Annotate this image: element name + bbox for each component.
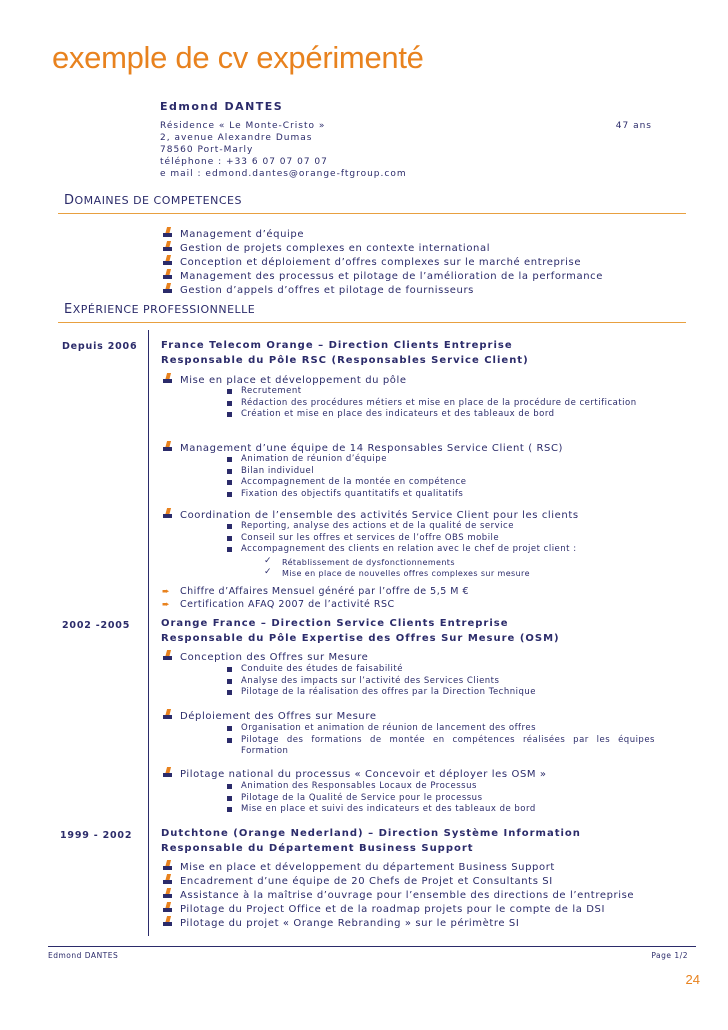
item-text: Conduite des études de faisabilité — [241, 664, 403, 674]
job-item — [162, 508, 579, 521]
item-text: Chiffre d’Affaires Mensuel généré par l’offre de 5,5 M € — [180, 586, 470, 597]
item-text: Management d’une équipe de 14 Responsables Service Client ( RSC) — [180, 443, 564, 454]
sub-item — [227, 398, 655, 410]
square-bullet-icon — [227, 784, 232, 789]
item-text: Pilotage de la réalisation des offres par la Direction Technique — [241, 687, 537, 697]
square-bullet-icon — [227, 389, 232, 394]
domaines-list — [162, 227, 603, 297]
item-text: Mise en place de nouvelles offres complexes sur mesure — [282, 569, 530, 578]
item-text: Encadrement d’une équipe de 20 Chefs de Projet et Consultants SI — [180, 876, 553, 887]
sub-item — [227, 454, 466, 466]
job-role: Responsable du Pôle Expertise des Offres Sur Mesure (OSM) — [161, 633, 560, 644]
pen-bullet-icon — [162, 508, 174, 519]
list-item — [162, 888, 634, 902]
phone-line: téléphone : +33 6 07 07 07 07 — [160, 157, 328, 167]
job-company: Orange France – Direction Service Clients Entreprise — [161, 618, 509, 629]
item-text: Coordination de l’ensemble des activités Service Client pour les clients — [180, 510, 579, 521]
sub-list — [227, 386, 655, 421]
footer-name: Edmond DANTES — [48, 951, 119, 960]
square-bullet-icon — [227, 492, 232, 497]
job-period: Depuis 2006 — [62, 341, 138, 352]
item-text: Rétablissement de dysfonctionnements — [282, 558, 455, 567]
item-text: Conseil sur les offres et services de l’offre OBS mobile — [241, 532, 500, 543]
job-period: 1999 - 2002 — [60, 830, 133, 841]
sub-list — [227, 664, 536, 699]
square-bullet-icon — [227, 690, 232, 695]
square-bullet-icon — [227, 536, 232, 541]
item-text: Pilotage du Project Office et de la roadmap projets pour le compte de la DSI — [180, 904, 606, 915]
sub-item — [227, 409, 655, 421]
sub-item — [227, 544, 577, 556]
job-item — [162, 767, 547, 780]
job-company: France Telecom Orange – Direction Clients Entreprise — [161, 340, 513, 351]
item-text: Accompagnement de la montée en compétence — [241, 477, 467, 487]
item-text: Certification AFAQ 2007 de l’activité RSC — [180, 598, 395, 610]
pen-bullet-icon — [162, 650, 174, 661]
square-bullet-icon — [227, 679, 232, 684]
square-bullet-icon — [227, 667, 232, 672]
slide-number: 24 — [685, 972, 700, 987]
job-item — [162, 709, 377, 722]
pen-bullet-icon — [162, 441, 174, 452]
sub-list — [227, 521, 577, 556]
sub-item — [227, 533, 577, 545]
sub-item — [227, 735, 655, 758]
sub-item — [227, 477, 466, 489]
header-block — [160, 100, 660, 180]
item-text: Reporting, analyse des actions et de la qualité de service — [241, 521, 514, 531]
pen-bullet-icon — [162, 241, 174, 252]
item-text: Recrutement — [241, 386, 302, 396]
check-list — [264, 557, 530, 579]
item-text: Mise en place et développement du pôle — [180, 375, 407, 386]
sub-list — [227, 454, 466, 500]
job-role: Responsable du Pôle RSC (Responsables Service Client) — [161, 355, 529, 366]
pen-bullet-icon — [162, 709, 174, 720]
pen-bullet-icon — [162, 227, 174, 238]
address-line: 78560 Port-Marly — [160, 145, 254, 155]
pen-bullet-icon — [162, 888, 174, 899]
item-text: Management d’équipe — [180, 229, 305, 240]
item-text: Pilotage des formations de montée en compétences réalisées par les équipes Formation — [241, 734, 655, 756]
arrow-item — [162, 599, 469, 612]
slide-title: exemple de cv expérimenté — [52, 40, 424, 75]
footer-page: Page 1/2 — [651, 951, 688, 960]
item-text: Gestion de projets complexes en contexte international — [180, 243, 491, 254]
item-text: Conception et déploiement d’offres complexes sur le marché entreprise — [180, 257, 582, 268]
pen-bullet-icon — [162, 860, 174, 871]
list-item — [162, 241, 603, 255]
footer-rule — [48, 946, 696, 947]
section-rule — [58, 322, 686, 323]
pen-bullet-icon — [162, 916, 174, 927]
list-item — [162, 874, 634, 888]
item-text: Accompagnement des clients en relation avec le chef de projet client : — [241, 544, 577, 554]
address-line: 2, avenue Alexandre Dumas — [160, 133, 313, 143]
sub-item — [227, 676, 536, 688]
sub-item — [227, 466, 466, 478]
item-text: Pilotage de la Qualité de Service pour le processus — [241, 792, 483, 803]
sub-item — [227, 489, 466, 501]
sub-item — [227, 781, 536, 793]
section-initial: D — [64, 193, 75, 208]
square-bullet-icon — [227, 796, 232, 801]
sub-item — [227, 386, 655, 398]
checkmark-icon: ✓ — [264, 556, 272, 566]
timeline-divider — [148, 330, 149, 936]
item-text: Mise en place et suivi des indicateurs et des tableaux de bord — [241, 804, 536, 814]
square-bullet-icon — [227, 480, 232, 485]
sub-list — [227, 781, 536, 816]
job-item — [162, 441, 563, 454]
sub-item — [227, 793, 536, 805]
sub-item — [227, 804, 536, 816]
sub-item — [227, 664, 536, 676]
square-bullet-icon — [227, 469, 232, 474]
list-item — [162, 902, 634, 916]
item-text: Fixation des objectifs quantitatifs et qualitatifs — [241, 488, 464, 499]
item-text: Organisation et animation de réunion de lancement des offres — [241, 723, 537, 733]
checkmark-icon: ✓ — [264, 567, 272, 577]
item-text: Gestion d’appels d’offres et pilotage de fournisseurs — [180, 285, 474, 296]
square-bullet-icon — [227, 457, 232, 462]
job-period: 2002 -2005 — [62, 620, 131, 631]
age: 47 ans — [615, 121, 652, 131]
list-item — [162, 227, 603, 241]
item-text: Conception des Offres sur Mesure — [180, 652, 369, 663]
item-text: Analyse des impacts sur l’activité des Services Clients — [241, 675, 500, 686]
item-text: Création et mise en place des indicateurs et des tableaux de bord — [241, 409, 555, 419]
arrow-item — [162, 586, 469, 599]
job-item — [162, 650, 368, 663]
sub-list — [227, 723, 655, 758]
pen-bullet-icon — [162, 255, 174, 266]
section-rest: OMAINES DE COMPETENCES — [74, 194, 242, 207]
item-text: Animation de réunion d’équipe — [241, 454, 387, 464]
section-title-experience — [64, 302, 255, 317]
pen-bullet-icon — [162, 373, 174, 384]
job-role: Responsable du Département Business Support — [161, 843, 474, 854]
item-text: Rédaction des procédures métiers et mise en place de la procédure de certification — [241, 397, 637, 408]
item-text: Pilotage national du processus « Concevoir et déployer les OSM » — [180, 769, 547, 780]
pen-bullet-icon — [162, 767, 174, 778]
check-item — [264, 557, 530, 568]
check-item — [264, 568, 530, 579]
list-item — [162, 255, 603, 269]
email-line: e mail : edmond.dantes@orange-ftgroup.com — [160, 169, 407, 179]
list-item — [162, 860, 634, 874]
item-text: Déploiement des Offres sur Mesure — [180, 711, 377, 722]
list-item — [162, 916, 634, 930]
item-text: Bilan individuel — [241, 465, 315, 476]
item-text: Animation des Responsables Locaux de Processus — [241, 781, 477, 791]
section-initial: E — [64, 302, 73, 317]
section-rule — [58, 213, 686, 214]
square-bullet-icon — [227, 807, 232, 812]
sub-item — [227, 687, 536, 699]
address-line: Résidence « Le Monte-Cristo » — [160, 121, 326, 131]
pen-bullet-icon — [162, 902, 174, 913]
item-text: Mise en place et développement du département Business Support — [180, 862, 555, 873]
item-text: Assistance à la maîtrise d’ouvrage pour l’ensemble des directions de l’entreprise — [180, 890, 635, 901]
square-bullet-icon — [227, 547, 232, 552]
section-title-domaines — [64, 193, 242, 208]
pen-bullet-icon — [162, 874, 174, 885]
pen-bullet-icon — [162, 283, 174, 294]
square-bullet-icon — [227, 524, 232, 529]
arrow-bullet-icon: ➨ — [162, 599, 171, 610]
pen-bullet-icon — [162, 269, 174, 280]
job-item — [162, 373, 407, 386]
sub-item — [227, 723, 655, 735]
section-rest: XPÉRIENCE PROFESSIONNELLE — [72, 303, 256, 316]
list-item — [162, 269, 603, 283]
candidate-name: Edmond DANTES — [160, 100, 284, 113]
square-bullet-icon — [227, 726, 232, 731]
square-bullet-icon — [227, 738, 232, 743]
arrow-list — [162, 586, 469, 611]
item-text: Pilotage du projet « Orange Rebranding » sur le périmètre SI — [180, 918, 520, 929]
list-item — [162, 283, 603, 297]
square-bullet-icon — [227, 412, 232, 417]
job-company: Dutchtone (Orange Nederland) – Direction Système Information — [161, 828, 581, 839]
square-bullet-icon — [227, 401, 232, 406]
sub-item — [227, 521, 577, 533]
item-text: Management des processus et pilotage de l’amélioration de la performance — [180, 271, 604, 282]
arrow-bullet-icon: ➨ — [162, 587, 171, 597]
job-item-list — [162, 860, 634, 930]
